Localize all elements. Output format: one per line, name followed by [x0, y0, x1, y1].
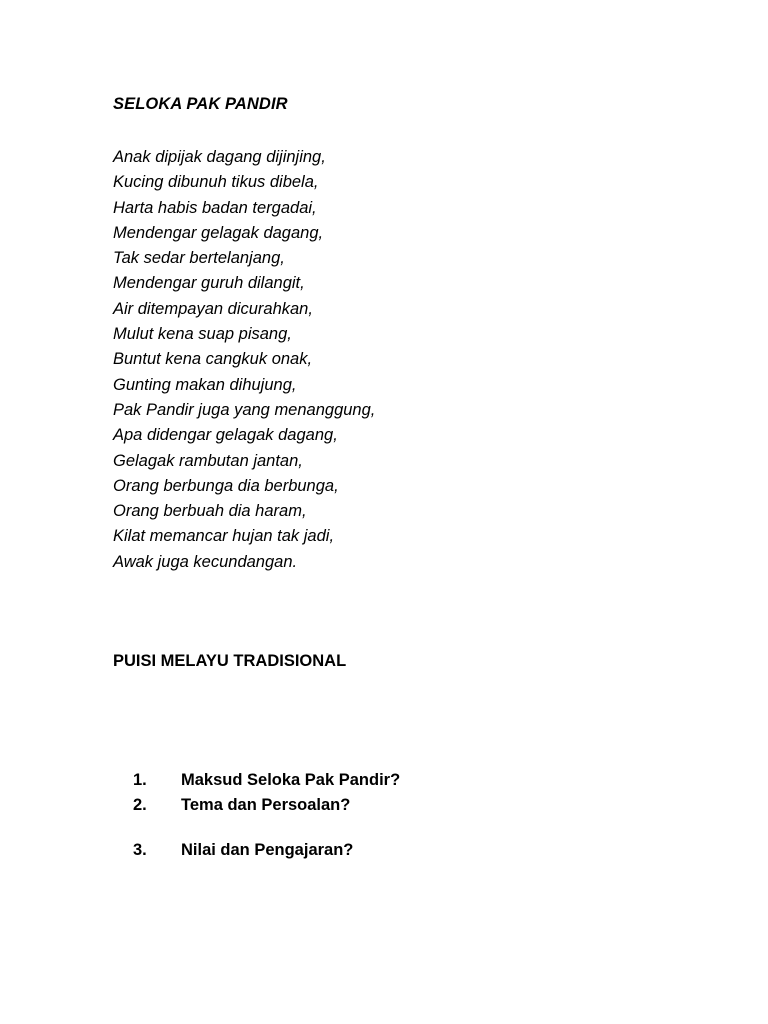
question-number: 3. [133, 841, 147, 859]
question-text: Nilai dan Pengajaran? [181, 841, 354, 859]
poem-line: Pak Pandir juga yang menanggung, [113, 400, 376, 419]
poem-body [113, 145, 375, 575]
poem-line: Mendengar gelagak dagang, [113, 223, 324, 242]
question-item [133, 771, 400, 790]
poem-line: Harta habis badan tergadai, [113, 198, 317, 217]
poem-line: Gunting makan dihujung, [113, 375, 297, 394]
poem-line: Mendengar guruh dilangit, [113, 274, 305, 293]
poem-line: Kilat memancar hujan tak jadi, [113, 527, 335, 546]
question-item [133, 841, 353, 860]
poem-line: Apa didengar gelagak dagang, [113, 426, 338, 445]
poem-line: Awak juga kecundangan. [113, 552, 298, 571]
poem-line: Air ditempayan dicurahkan, [113, 299, 313, 318]
poem-line: Orang berbunga dia berbunga, [113, 476, 339, 495]
poem-line: Mulut kena suap pisang, [113, 325, 292, 344]
poem-line: Anak dipijak dagang dijinjing, [113, 148, 326, 166]
section-title: PUISI MELAYU TRADISIONAL [113, 652, 347, 670]
poem-line: Kucing dibunuh tikus dibela, [113, 173, 319, 192]
question-number: 2. [133, 796, 147, 814]
poem-line: Buntut kena cangkuk onak, [113, 350, 313, 369]
question-text: Tema dan Persoalan? [181, 796, 351, 814]
poem-title: SELOKA PAK PANDIR [113, 95, 288, 113]
question-number: 1. [133, 771, 147, 789]
question-item [133, 796, 350, 815]
question-text: Maksud Seloka Pak Pandir? [181, 771, 401, 789]
poem-line: Tak sedar bertelanjang, [113, 249, 285, 268]
poem-line: Orang berbuah dia haram, [113, 502, 307, 521]
poem-line: Gelagak rambutan jantan, [113, 451, 303, 470]
